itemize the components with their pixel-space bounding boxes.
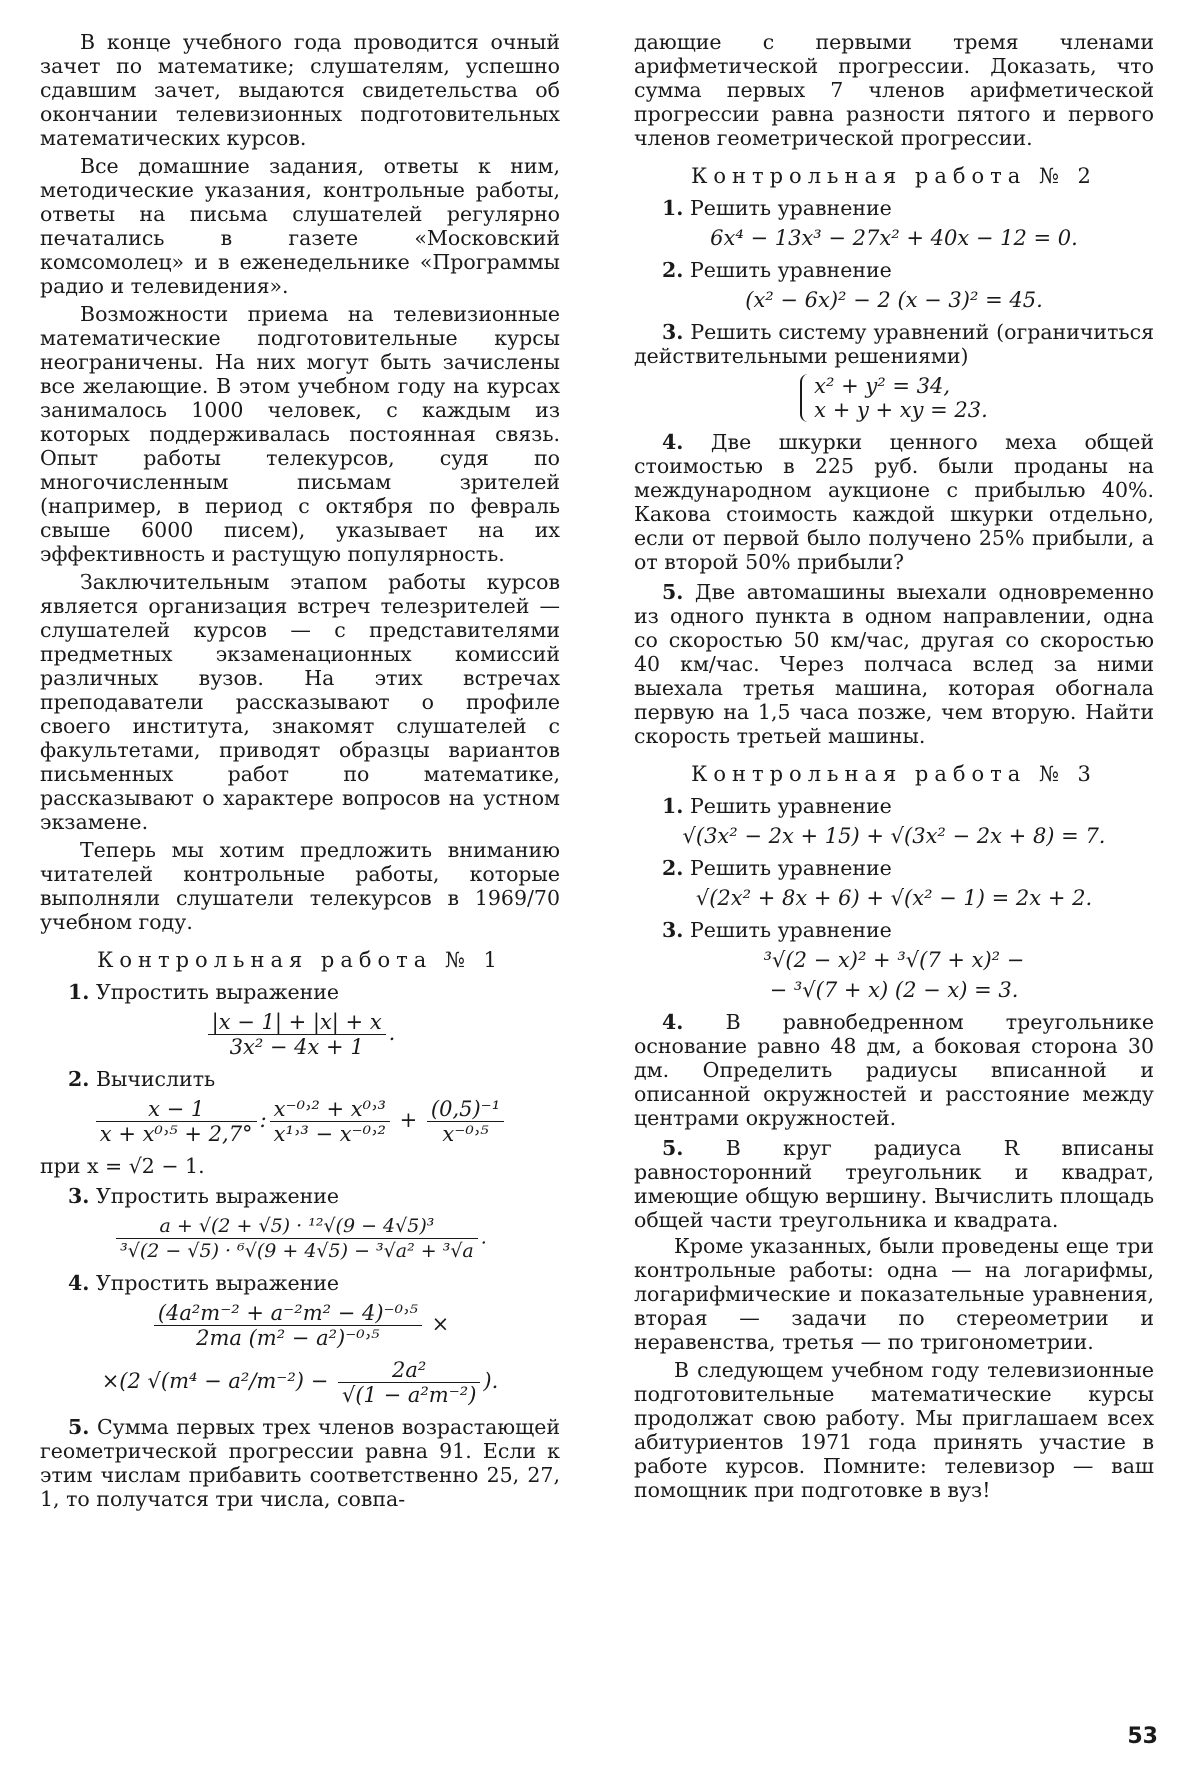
equation: $\frac{\text{(4a²m⁻² + a⁻²m² − 4)⁻⁰˒⁵}}{\text{2ma (m² − a²)⁻⁰˒⁵}}$ × [40, 1301, 560, 1350]
problem-number: 2. [662, 258, 684, 282]
numerator: (0,5)⁻¹ [427, 1097, 504, 1122]
fraction [338, 1358, 480, 1407]
problem-text: Решить систему уравнений (ограничиться действительными решениями) [634, 320, 1154, 368]
page-number: 53 [1127, 1724, 1158, 1749]
fraction [116, 1214, 478, 1263]
problem-3-4 [634, 1010, 1154, 1130]
left-column [40, 30, 560, 1513]
problem-3-3 [634, 918, 1154, 942]
problem-number: 1. [662, 794, 684, 818]
problem-text: Решить уравнение [689, 856, 892, 880]
numerator: a + √(2 + √5) · ¹²√(9 − 4√5)³ [116, 1214, 478, 1239]
fraction [208, 1010, 386, 1059]
denominator: x + x⁰˒⁵ + 2,7° [99, 1122, 253, 1146]
problem-number: 2. [68, 1067, 90, 1091]
problem-1-4 [40, 1271, 560, 1295]
problem-1-3 [40, 1184, 560, 1208]
denominator: x⁻⁰˒⁵ [442, 1122, 489, 1146]
problem-number: 3. [662, 918, 684, 942]
problem-text: Решить уравнение [689, 258, 892, 282]
problem-number: 5. [68, 1415, 90, 1439]
condition: при x = √2 − 1. [40, 1154, 205, 1178]
problem-text: Вычислить [95, 1067, 216, 1091]
test-2-heading: Контрольная работа № 2 [691, 164, 1097, 188]
paragraph: Возможности приема на телевизионные математические подготовительные курсы неограничены. На них могут быть зачислены все желающие. В этом учебном году на курсах занималось 1000 человек, с каждым из которых поддерживалась постоянная связь. Опыт работы телекурсов, судя по многочисленным письмам зрителей (например, в период с октября по февраль свыше 6000 писем), указывает на их эффективность и растущую популярность. [40, 302, 560, 566]
problem-text: В равнобедренном треугольнике основание равно 48 дм, а боковая сторона 30 дм. Определить радиусы вписанной и описанной окружностей и расстояние между центрами окружностей. [634, 1010, 1154, 1130]
numerator: x − 1 [96, 1097, 257, 1122]
equation: ³√(2 − x)² + ³√(7 + x)² − [763, 948, 1025, 972]
paragraph: В конце учебного года проводится очный зачет по математике; слушателям, успешно сдавшим зачет, выдаются свидетельства об окончании телевизионных подготовительных математических курсов. [40, 30, 560, 150]
paragraph: Заключительным этапом работы курсов является организация встреч телезрителей — слушателей курсов — с представителями предметных экзаменационных комиссий различных вузов. На этих встречах преподаватели рассказывают о профиле своего института, знакомят слушателей с факультетами, приводят образцы вариантов письменных работ по математике, рассказывают о характере вопросов на устном экзамене. [40, 570, 560, 834]
problem-2-3 [634, 320, 1154, 368]
numerator: |x − 1| + |x| + x [208, 1010, 386, 1035]
fraction [270, 1097, 390, 1146]
problem-number: 3. [662, 320, 684, 344]
denominator: √(1 − a²m⁻²) [341, 1383, 477, 1407]
problem-text: Решить уравнение [689, 918, 892, 942]
paragraph: дающие с первыми тремя членами арифметической прогрессии. Доказать, что сумма первых 7 членов арифметической прогрессии равна разности пятого и первого членов геометрической прогрессии. [634, 30, 1154, 150]
denominator: ³√(2 − √5) · ⁶√(9 + 4√5) − ³√a² + ³√a [120, 1240, 474, 1262]
denominator: x¹˒³ − x⁻⁰˒² [273, 1122, 386, 1146]
equation: − ³√(7 + x) (2 − x) = 3. [769, 978, 1019, 1002]
test-3-heading: Контрольная работа № 3 [691, 762, 1097, 786]
equation: √(2x² + 8x + 6) + √(x² − 1) = 2x + 2. [695, 886, 1093, 910]
problem-2-2 [634, 258, 1154, 282]
equation: $\frac{\text{a + √(2 + √5) · ¹²√(9 − 4√5)³}}{\text{³√(2 − √5) · ⁶√(9 + 4√5) − ³√a² + ³√a}}$ . [40, 1214, 560, 1263]
expression: ×(2 √(m⁴ − a²/m⁻²) [101, 1369, 305, 1393]
numerator: (4a²m⁻² + a⁻²m² − 4)⁻⁰˒⁵ [154, 1301, 422, 1326]
problem-text: Упростить выражение [95, 1271, 340, 1295]
numerator: 2a² [338, 1358, 480, 1383]
paragraph: Все домашние задания, ответы к ним, методические указания, контрольные работы, ответы на письма слушателей регулярно печатались в газете «Московский комсомолец» и в еженедельнике «Программы радио и телевидения». [40, 154, 560, 298]
problem-number: 4. [662, 1010, 684, 1034]
problem-text: Две шкурки ценного меха общей стоимостью в 225 руб. были проданы на международном аукционе с прибылью 40%. Какова стоимость каждой шкурки отдельно, если от первой было получено 25% прибыли, а от второй 50% прибыли? [634, 430, 1154, 574]
system-brace [800, 374, 988, 422]
equation: √(3x² − 2x + 15) + √(3x² − 2x + 8) = 7. [682, 824, 1106, 848]
fraction [154, 1301, 422, 1350]
problem-number: 2. [662, 856, 684, 880]
equation: $\frac{|x - 1| + |x| + x}{\text{3x² − 4x + 1}}$ . [40, 1010, 560, 1059]
problem-3-5 [634, 1136, 1154, 1232]
problem-number: 4. [662, 430, 684, 454]
equation: ×(2 √(m⁴ − a²/m⁻²) − $\frac{\text{2a²}}{\text{√(1 − a²m⁻²)}}$ ). [101, 1358, 499, 1407]
problem-text: Решить уравнение [689, 196, 892, 220]
denominator: 3x² − 4x + 1 [229, 1035, 364, 1059]
paragraph: В следующем учебном году телевизионные подготовительные математические курсы продолжат свою работу. Мы приглашаем всех абитуриентов 1971 года принять участие в работе курсов. Помните: телевизор — ваш помощник при подготовке в вуз! [634, 1358, 1154, 1502]
problem-number: 3. [68, 1184, 90, 1208]
equation-system [634, 374, 1154, 422]
equation: x² + y² = 34, [814, 374, 951, 398]
fraction [427, 1097, 504, 1146]
problem-number: 1. [662, 196, 684, 220]
test-1-heading: Контрольная работа № 1 [97, 948, 503, 972]
problem-text: В круг радиуса R вписаны равносторонний треугольник и квадрат, имеющие общую вершину. Вычислить площадь общей части треугольника и квадрата. [634, 1136, 1154, 1232]
paragraph: Кроме указанных, были проведены еще три контрольные работы: одна — на логарифмы, логарифмические и показательные уравнения, вторая — задачи по стереометрии и неравенства, третья — по тригонометрии. [634, 1234, 1154, 1354]
problem-text: Упростить выражение [95, 1184, 340, 1208]
problem-number: 5. [662, 580, 684, 604]
problem-1-2 [40, 1067, 560, 1091]
problem-2-1 [634, 196, 1154, 220]
problem-text: Две автомашины выехали одновременно из одного пункта в одном направлении, одна со скоростью 50 км/час, другая со скоростью 40 км/час. Через полчаса вслед за ними выехала третья машина, которая обогнала первую на 1,5 часа позже, чем вторую. Найти скорость третьей машины. [634, 580, 1154, 748]
problem-1-1 [40, 980, 560, 1004]
equation: 6x⁴ − 13x³ − 27x² + 40x − 12 = 0. [710, 226, 1078, 250]
equation: $\frac{x - 1}{\text{x + x⁰˒⁵ + 2,7°}}$ : $\frac{\text{x⁻⁰˒² + x⁰˒³}}{\text{x¹˒³ − x⁻⁰˒²}}$ + $\frac{\text{(0,5)⁻¹}}{\text{x⁻⁰˒⁵}}$ [40, 1097, 560, 1146]
paragraph: Теперь мы хотим предложить вниманию читателей контрольные работы, которые выполняли слушатели телекурсов в 1969/70 учебном году. [40, 838, 560, 934]
problem-2-5 [634, 580, 1154, 748]
problem-text: Упростить выражение [95, 980, 340, 1004]
fraction [96, 1097, 257, 1146]
problem-3-2 [634, 856, 1154, 880]
numerator: x⁻⁰˒² + x⁰˒³ [270, 1097, 390, 1122]
right-column [634, 30, 1154, 1506]
problem-3-1 [634, 794, 1154, 818]
equation: (x² − 6x)² − 2 (x − 3)² = 45. [745, 288, 1043, 312]
problem-number: 5. [662, 1136, 684, 1160]
equation: x + y + xy = 23. [814, 398, 988, 422]
problem-text: Решить уравнение [689, 794, 892, 818]
problem-text: Сумма первых трех членов возрастающей геометрической прогрессии равна 91. Если к этим числам прибавить соответственно 25, 27, 1, то получатся три числа, совпа- [40, 1415, 560, 1511]
problem-2-4 [634, 430, 1154, 574]
problem-number: 1. [68, 980, 90, 1004]
problem-1-5 [40, 1415, 560, 1511]
denominator: 2ma (m² − a²)⁻⁰˒⁵ [196, 1326, 380, 1350]
problem-number: 4. [68, 1271, 90, 1295]
